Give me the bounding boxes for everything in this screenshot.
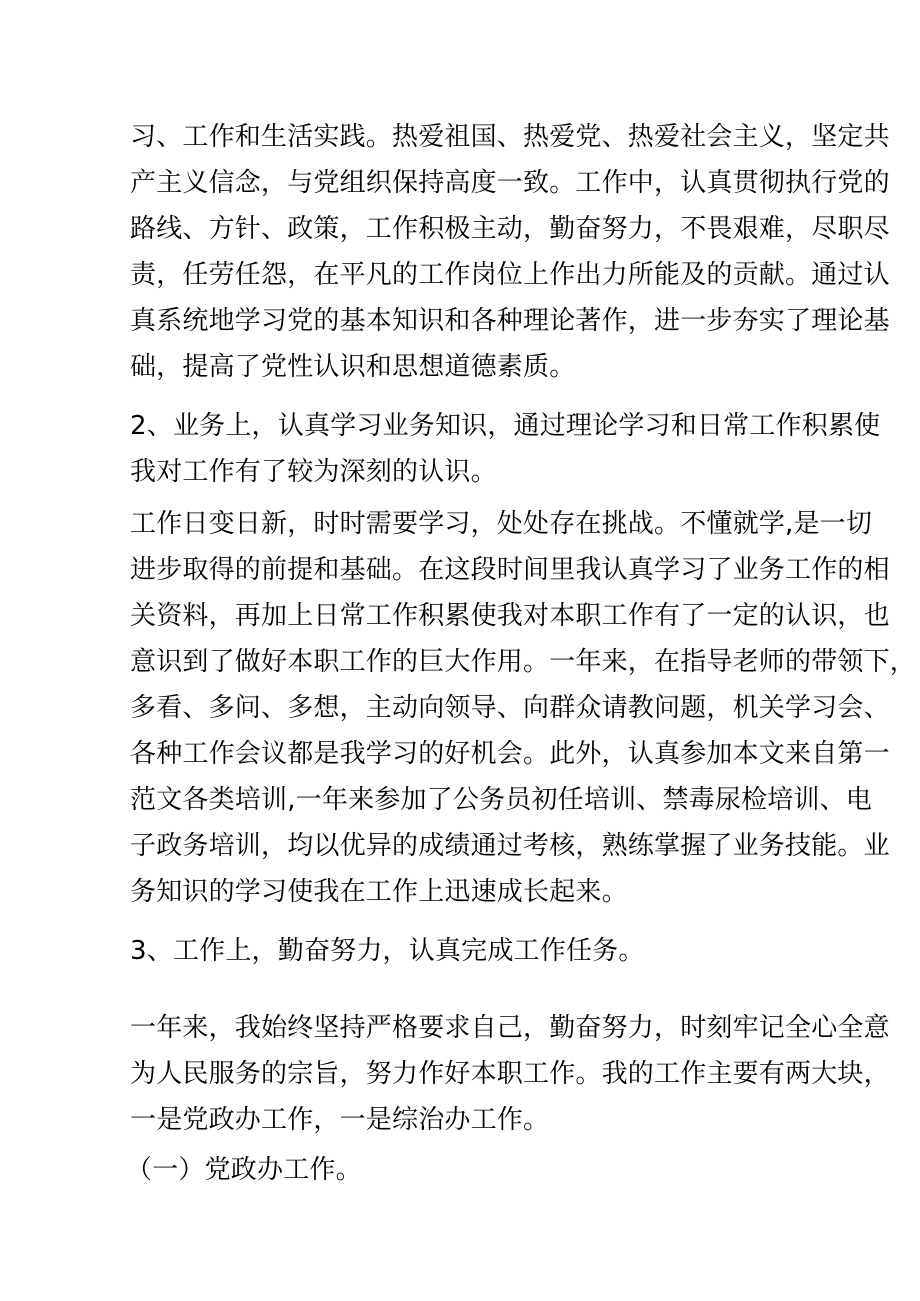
- paragraph-line: 子政务培训，均以优异的成绩通过考核，熟练掌握了业务技能。业: [130, 831, 890, 861]
- paragraph-line: 责，任劳任怨，在平凡的工作岗位上作出力所能及的贡献。通过认: [130, 260, 890, 290]
- paragraph-line: 础，提高了党性认识和思想道德素质。: [130, 352, 576, 382]
- paragraph-line: 工作日变日新，时时需要学习，处处存在挑战。不懂就学,是一切: [130, 509, 873, 539]
- paragraph-line: 一是党政办工作，一是综治办工作。: [130, 1105, 550, 1135]
- paragraph-line: 意识到了做好本职工作的巨大作用。一年来，在指导老师的带领下，: [130, 647, 917, 677]
- paragraph-line: 一年来，我始终坚持严格要求自己，勤奋努力，时刻牢记全心全意: [130, 1013, 890, 1043]
- paragraph-line: 产主义信念，与党组织保持高度一致。工作中，认真贯彻执行党的: [130, 168, 890, 198]
- paragraph-line: 各种工作会议都是我学习的好机会。此外，认真参加本文来自第一: [130, 739, 890, 769]
- paragraph-line: 习、工作和生活实践。热爱祖国、热爱党、热爱社会主义，坚定共: [130, 122, 890, 152]
- paragraph-line: 关资料，再加上日常工作积累使我对本职工作有了一定的认识，也: [130, 601, 890, 631]
- paragraph-line: 范文各类培训,一年来参加了公务员初任培训、禁毒尿检培训、电: [130, 785, 873, 815]
- paragraph-line: 真系统地学习党的基本知识和各种理论著作，进一步夯实了理论基: [130, 306, 890, 336]
- subsection-heading: （一）党政办工作。: [126, 1155, 362, 1185]
- paragraph-line: 我对工作有了较为深刻的认识。: [130, 457, 497, 487]
- paragraph-line: 路线、方针、政策，工作积极主动，勤奋努力，不畏艰难，尽职尽: [130, 214, 890, 244]
- paragraph-line: 为人民服务的宗旨，努力作好本职工作。我的工作主要有两大块，: [130, 1059, 890, 1089]
- paragraph-line: 多看、多问、多想，主动向领导、向群众请教问题，机关学习会、: [130, 693, 890, 723]
- paragraph-line: 务知识的学习使我在工作上迅速成长起来。: [130, 877, 628, 907]
- section-heading-3: 3、工作上，勤奋努力，认真完成工作任务。: [130, 936, 645, 966]
- paragraph-line: 进步取得的前提和基础。在这段时间里我认真学习了业务工作的相: [130, 555, 890, 585]
- section-heading-2: 2、业务上，认真学习业务知识，通过理论学习和日常工作积累使: [130, 411, 881, 441]
